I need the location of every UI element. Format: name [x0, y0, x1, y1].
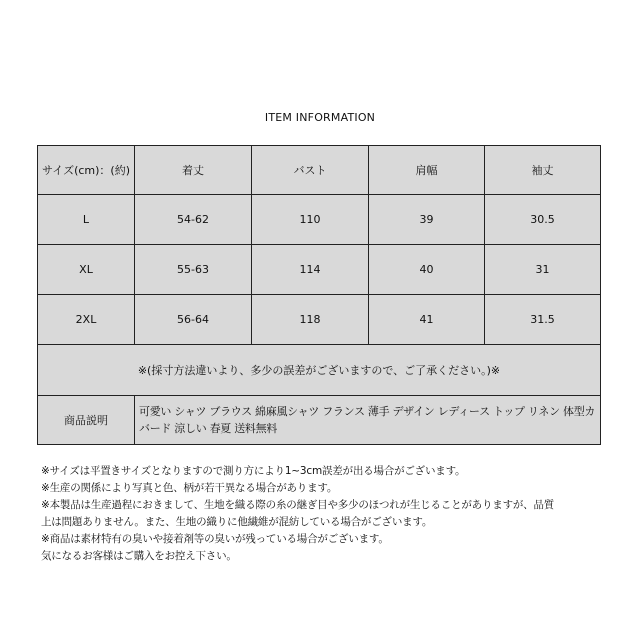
measurement-note: ※(採寸方法違いより、多少の誤差がございますので、ご了承ください。)※ — [38, 345, 601, 396]
table-row — [38, 245, 601, 295]
shoulder-cell: 40 — [369, 245, 485, 295]
note-line: ※商品は素材特有の臭いや接着剤等の臭いが残っている場合がございます。 — [41, 533, 389, 545]
size-cell: XL — [38, 245, 135, 295]
size-column-header: サイズ(cm)：(約) — [38, 146, 135, 195]
shoulder-cell: 39 — [369, 195, 485, 245]
table-row — [38, 295, 601, 345]
column-header-shoulder: 肩幅 — [369, 146, 485, 195]
measurement-note-row — [38, 345, 601, 396]
sleeve-cell: 31 — [485, 245, 601, 295]
length-cell: 54-62 — [135, 195, 252, 245]
item-information-title: ITEM INFORMATION — [264, 111, 376, 124]
column-header-length: 着丈 — [135, 146, 252, 195]
table-row — [38, 195, 601, 245]
note-line: 気になるお客様はご購入をお控え下さい。 — [41, 550, 237, 562]
table-header-row — [38, 146, 601, 195]
column-header-bust: バスト — [252, 146, 369, 195]
note-line: ※本製品は生産過程におきまして、生地を織る際の糸の継ぎ目や多少のほつれが生じることがありますが、品質 — [41, 499, 555, 511]
bust-cell: 118 — [252, 295, 369, 345]
shoulder-cell: 41 — [369, 295, 485, 345]
length-cell: 55-63 — [135, 245, 252, 295]
size-table — [37, 145, 601, 445]
bust-cell: 110 — [252, 195, 369, 245]
size-cell: 2XL — [38, 295, 135, 345]
note-line: ※サイズは平置きサイズとなりますので測り方により1~3cm誤差が出る場合がございます。 — [41, 465, 466, 477]
description-label: 商品説明 — [38, 396, 135, 445]
sleeve-cell: 30.5 — [485, 195, 601, 245]
note-line: ※生産の関係により写真と色、柄が若干異なる場合があります。 — [41, 482, 338, 494]
description-row — [38, 396, 601, 445]
length-cell: 56-64 — [135, 295, 252, 345]
note-line: 上は問題ありません。また、生地の織りに他繊維が混紡している場合がございます。 — [41, 516, 433, 528]
bust-cell: 114 — [252, 245, 369, 295]
sleeve-cell: 31.5 — [485, 295, 601, 345]
size-cell: L — [38, 195, 135, 245]
description-text: 可愛い シャツ ブラウス 綿麻風シャツ フランス 薄手 デザイン レディース トップ リネン 体型カバード 涼しい 春夏 送料無料 — [135, 396, 601, 445]
notes-block — [41, 463, 601, 565]
column-header-sleeve: 袖丈 — [485, 146, 601, 195]
